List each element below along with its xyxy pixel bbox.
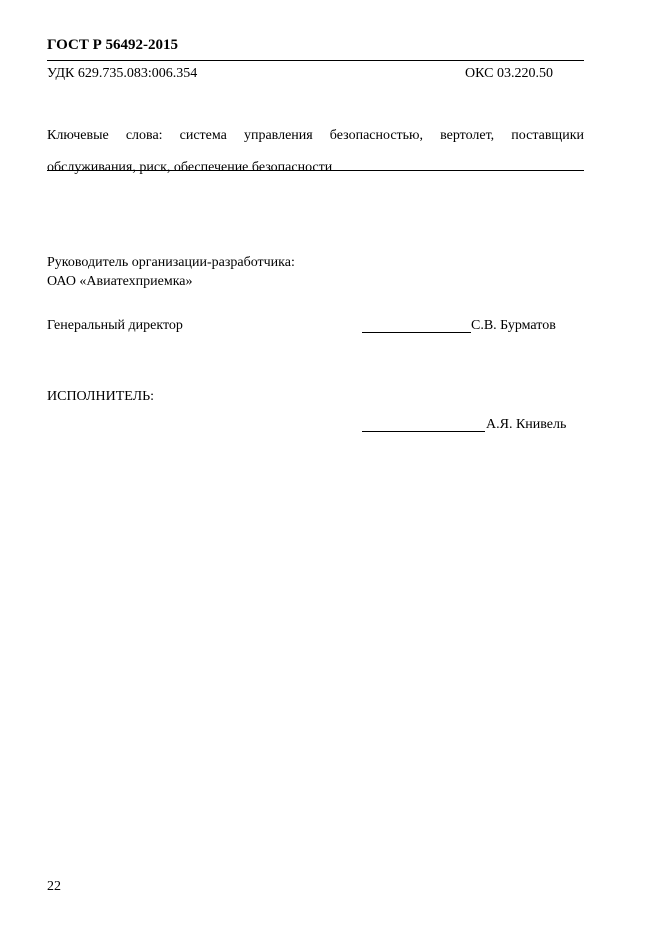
keywords-line-2: обслуживания, риск, обеспечение безопасности — [47, 160, 333, 175]
developer-organization: ОАО «Авиатехприемка» — [47, 274, 193, 289]
director-signature-line — [362, 332, 471, 333]
executor-label: ИСПОЛНИТЕЛЬ: — [47, 389, 155, 404]
oks-code: ОКС 03.220.50 — [465, 66, 553, 81]
standard-title: ГОСТ Р 56492-2015 — [47, 37, 179, 53]
developer-head-label: Руководитель организации-разработчика: — [47, 255, 295, 270]
director-name: С.В. Бурматов — [471, 318, 556, 333]
keywords-paragraph — [47, 120, 584, 184]
header-divider — [47, 60, 584, 61]
executor-name: А.Я. Книвель — [486, 417, 567, 432]
page-number: 22 — [47, 879, 61, 894]
udk-code: УДК 629.735.083:006.354 — [47, 66, 198, 81]
executor-signature-line — [362, 431, 485, 432]
director-position: Генеральный директор — [47, 318, 183, 333]
keywords-line-1: Ключевые слова: система управления безопасностью, вертолет, поставщики — [47, 128, 584, 143]
keywords-divider — [47, 170, 584, 171]
